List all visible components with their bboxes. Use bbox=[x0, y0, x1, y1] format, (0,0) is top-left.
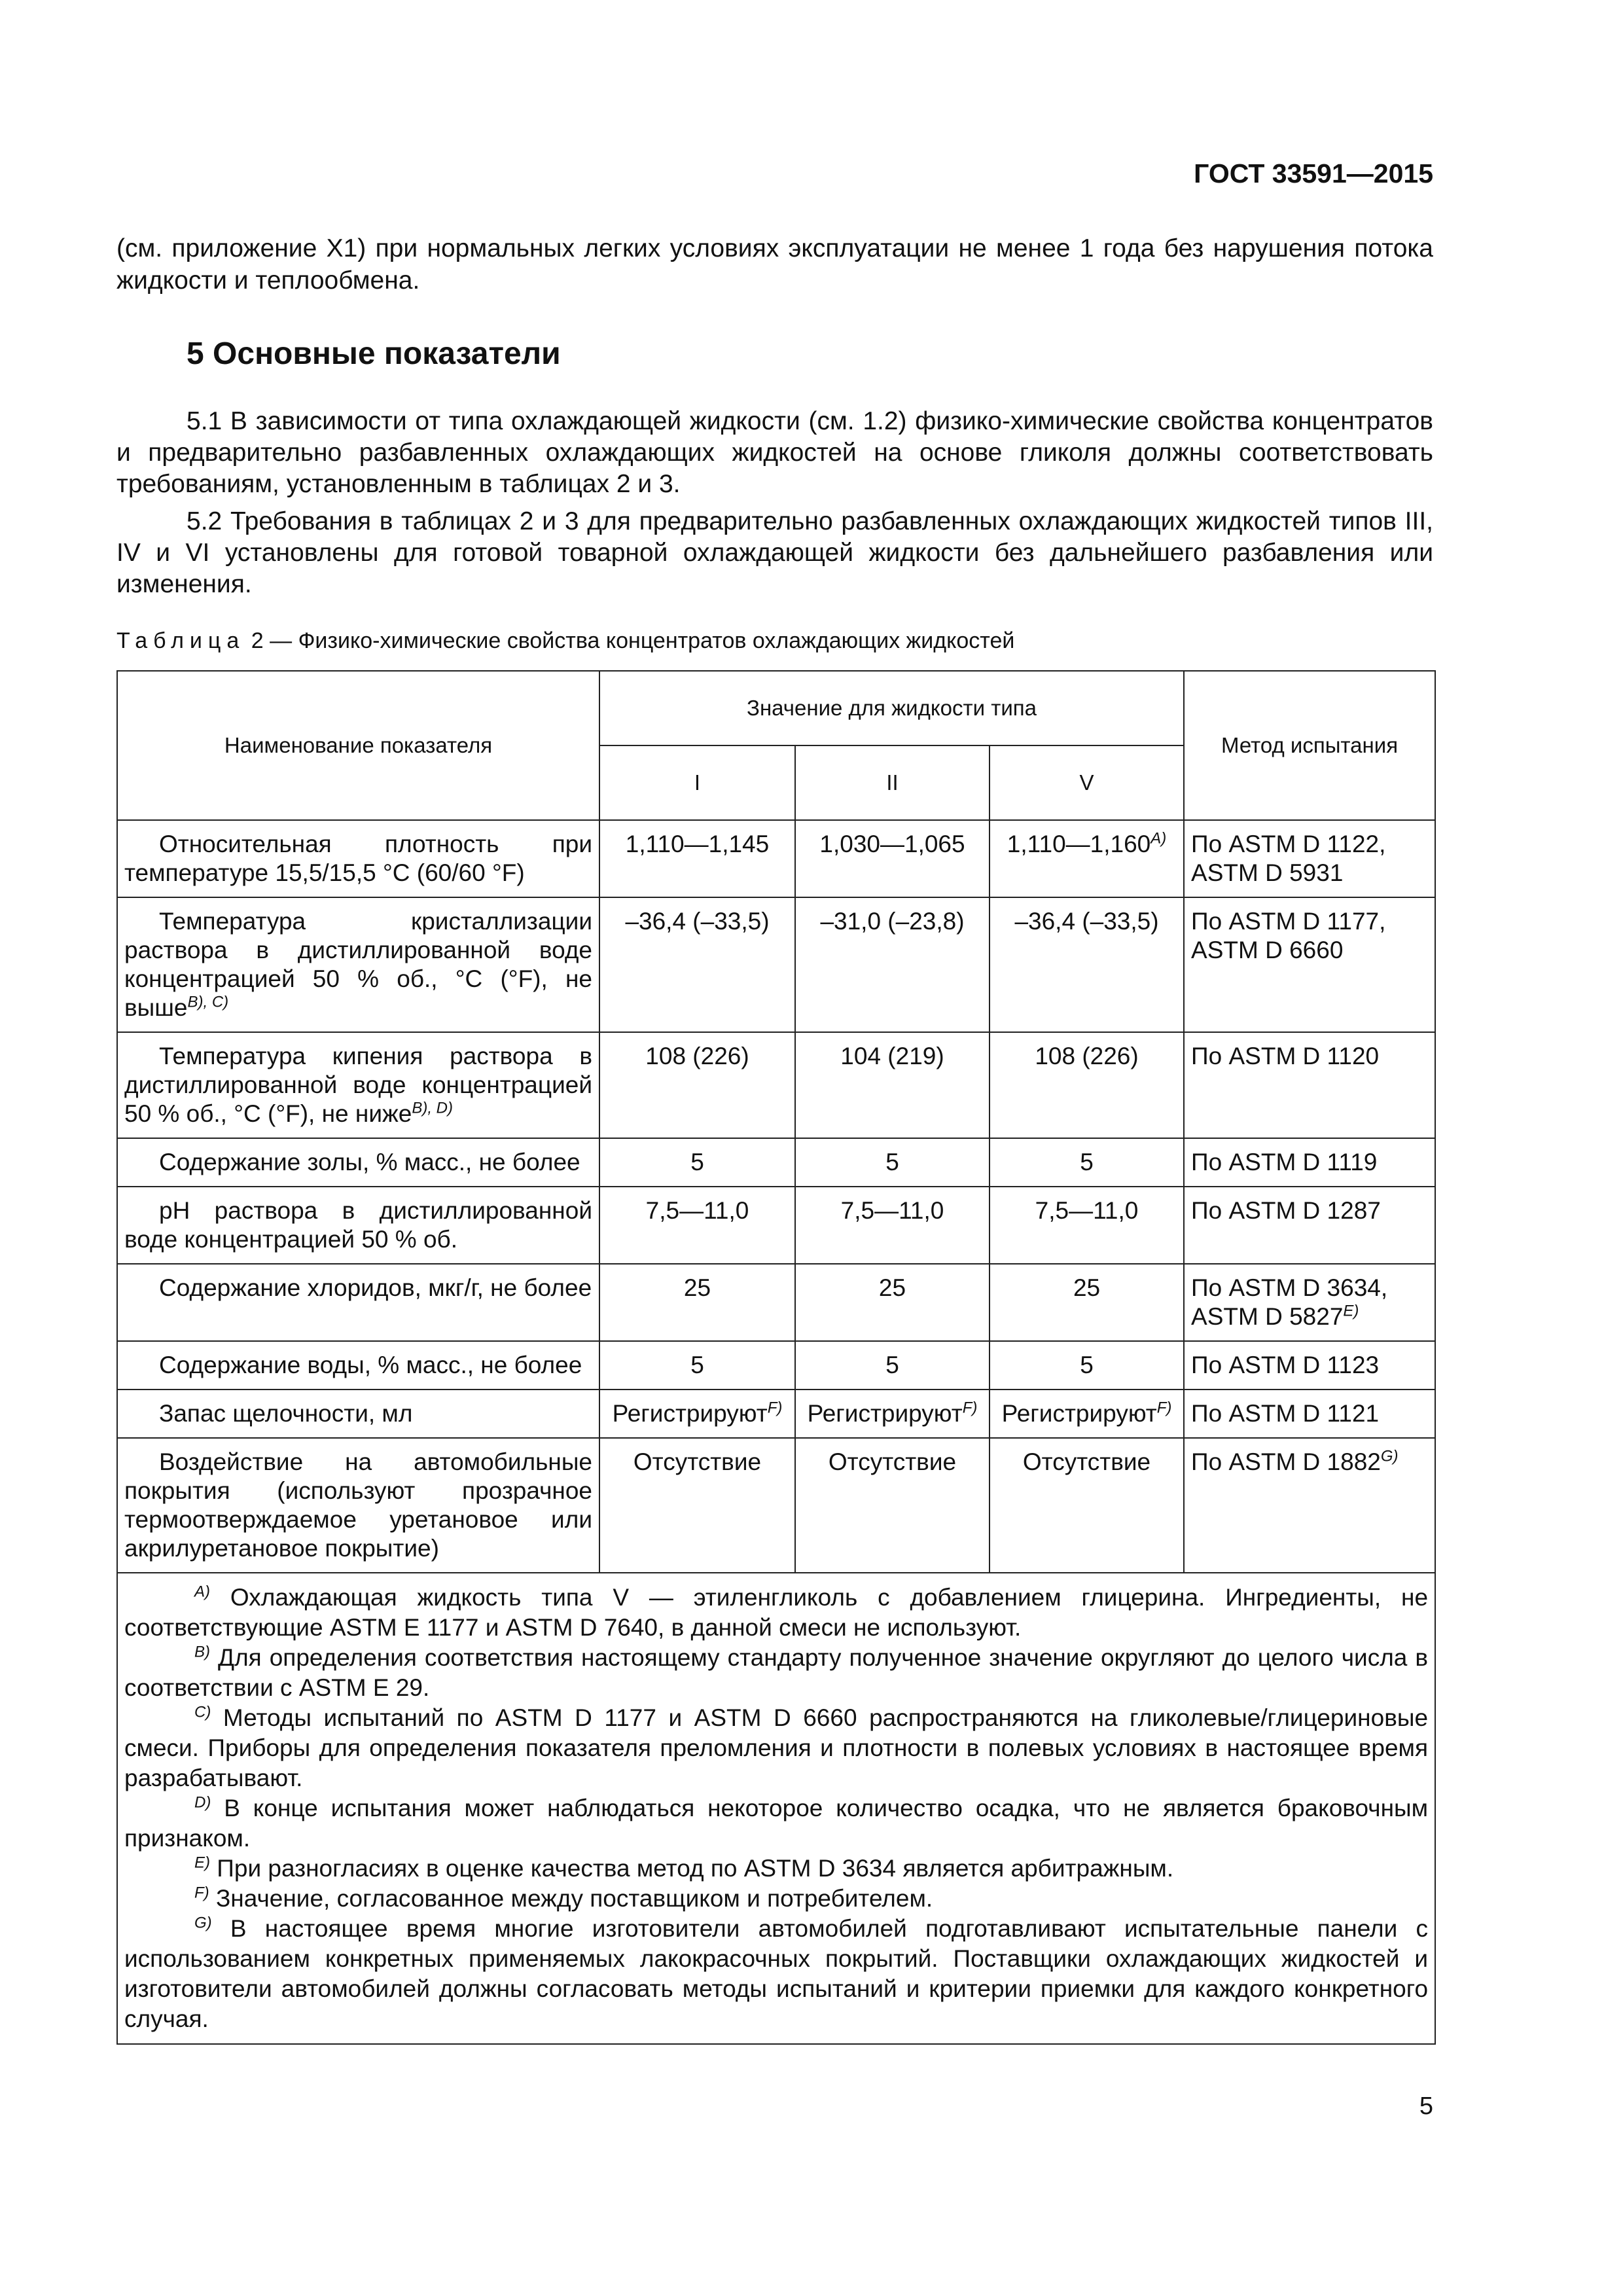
method-text: По ASTM D 1120 bbox=[1191, 1043, 1380, 1069]
paragraph-5-1: 5.1 В зависимости от типа охлаждающей жидкости (см. 1.2) физико-химические свойства концентратов и предварительно разбавленных охлаждающих жидкостей на основе гликоля должны соответствовать требованиям, установленным в таблицах 2 и 3. bbox=[116, 407, 1433, 498]
note-text: При разногласиях в оценке качества метод по ASTM D 3634 является арбитражным. bbox=[217, 1855, 1174, 1882]
table-body bbox=[117, 820, 1435, 1573]
method-cell bbox=[1184, 1032, 1435, 1138]
properties-table bbox=[116, 670, 1436, 2045]
value-text: 5 bbox=[1080, 1149, 1094, 1175]
method-cell bbox=[1184, 1264, 1435, 1341]
value-text: 7,5—11,0 bbox=[840, 1197, 944, 1224]
method-cell bbox=[1184, 1438, 1435, 1573]
method-cell bbox=[1184, 1390, 1435, 1438]
value-cell bbox=[599, 1032, 795, 1138]
value-text: 5 bbox=[690, 1149, 704, 1175]
value-text: 5 bbox=[1080, 1352, 1094, 1378]
table-row bbox=[117, 897, 1435, 1032]
header-type: I bbox=[599, 745, 795, 820]
note-mark: D) bbox=[194, 1793, 211, 1812]
value-cell bbox=[795, 1187, 990, 1264]
value-cell bbox=[990, 897, 1184, 1032]
property-name-cell bbox=[117, 897, 599, 1032]
value-text: 108 (226) bbox=[645, 1043, 749, 1069]
value-text: 1,110—1,160 bbox=[1007, 831, 1151, 857]
method-text: По ASTM D 1177, ASTM D 6660 bbox=[1191, 908, 1386, 963]
note-mark: G) bbox=[194, 1914, 212, 1932]
value-text: Отсутствие bbox=[633, 1448, 762, 1475]
table-row bbox=[117, 1341, 1435, 1390]
table-note bbox=[124, 1914, 1428, 2034]
value-cell bbox=[990, 1032, 1184, 1138]
note-text: В настоящее время многие изготовители автомобилей подготавливают испытательные панели с использованием конкретных применяемых лакокрасочных покрытий. Поставщики охлаждающих жидкостей и изготовители автомобилей должны согласовать методы испытаний и критерии приемки для каждого конкретного случая. bbox=[124, 1915, 1429, 2032]
table-note bbox=[124, 1793, 1428, 1854]
table-row bbox=[117, 820, 1435, 897]
table-note bbox=[124, 1703, 1428, 1793]
value-text: –31,0 (–23,8) bbox=[820, 908, 965, 935]
page-number: 5 bbox=[1419, 2092, 1433, 2120]
property-name-cell bbox=[117, 1032, 599, 1138]
footnote-ref: G) bbox=[1380, 1447, 1399, 1465]
table-caption-label: Таблица bbox=[116, 628, 245, 653]
property-name-cell bbox=[117, 1264, 599, 1341]
value-text: Регистрируют bbox=[612, 1400, 768, 1427]
footnote-ref: A) bbox=[1150, 829, 1167, 848]
value-cell bbox=[599, 820, 795, 897]
header-type: II bbox=[795, 745, 990, 820]
table-row bbox=[117, 1138, 1435, 1187]
note-text: Для определения соответствия настоящему стандарту полученное значение округляют до целого числа в соответствии с ASTM E 29. bbox=[124, 1644, 1429, 1701]
method-cell bbox=[1184, 820, 1435, 897]
property-name: Содержание золы, % масс., не более bbox=[159, 1149, 580, 1175]
note-mark: F) bbox=[194, 1884, 209, 1902]
value-cell bbox=[795, 1438, 990, 1573]
value-cell bbox=[795, 820, 990, 897]
value-cell bbox=[795, 1341, 990, 1390]
table-caption bbox=[116, 628, 1014, 654]
value-cell bbox=[599, 1438, 795, 1573]
header-type: V bbox=[990, 745, 1184, 820]
method-text: По ASTM D 1121 bbox=[1191, 1400, 1380, 1427]
property-name-cell bbox=[117, 1390, 599, 1438]
table-note bbox=[124, 1583, 1428, 1643]
value-text: 5 bbox=[690, 1352, 704, 1378]
note-text: Охлаждающая жидкость типа V — этиленгликоль с добавлением глицерина. Ингредиенты, не соответствующие ASTM E 1177 и ASTM D 7640, в данной смеси не используют. bbox=[124, 1584, 1429, 1641]
method-cell bbox=[1184, 1187, 1435, 1264]
value-cell bbox=[990, 820, 1184, 897]
value-cell bbox=[599, 1264, 795, 1341]
table-row bbox=[117, 1264, 1435, 1341]
value-text: 7,5—11,0 bbox=[1035, 1197, 1139, 1224]
paragraph-5-2: 5.2 Требования в таблицах 2 и 3 для предварительно разбавленных охлаждающих жидкостей типов III, IV и VI установлены для готовой товарной охлаждающей жидкости без дальнейшего разбавления или изменения. bbox=[116, 507, 1433, 598]
value-cell bbox=[990, 1264, 1184, 1341]
section-title: 5 Основные показатели bbox=[187, 336, 561, 371]
value-text: Регистрируют bbox=[807, 1400, 963, 1427]
table-row bbox=[117, 1187, 1435, 1264]
note-mark: E) bbox=[194, 1854, 210, 1872]
header-value-group: Значение для жидкости типа bbox=[599, 671, 1184, 745]
value-text: 1,030—1,065 bbox=[819, 831, 965, 857]
method-cell bbox=[1184, 1138, 1435, 1187]
property-name: Температура кристаллизации раствора в дистиллированной воде концентрацией 50 % об., °С (°F), не выше bbox=[124, 908, 592, 1021]
value-text: 25 bbox=[1073, 1274, 1101, 1301]
method-cell bbox=[1184, 897, 1435, 1032]
table-row bbox=[117, 1438, 1435, 1573]
footnote-ref: E) bbox=[1343, 1302, 1359, 1320]
value-text: 5 bbox=[885, 1352, 899, 1378]
table-caption-number: 2 bbox=[251, 628, 264, 653]
property-name: Содержание воды, % масс., не более bbox=[159, 1352, 582, 1378]
value-cell bbox=[990, 1438, 1184, 1573]
footnote-ref: B), D) bbox=[412, 1099, 454, 1117]
value-cell bbox=[795, 1138, 990, 1187]
note-text: Методы испытаний по ASTM D 1177 и ASTM D 6660 распространяются на гликолевые/глицериновые смеси. Приборы для определения показателя преломления и плотности в полевых условиях в настоящее время разрабатывают. bbox=[124, 1704, 1429, 1791]
method-text: По ASTM D 1882 bbox=[1191, 1448, 1381, 1475]
value-text: 104 (219) bbox=[840, 1043, 944, 1069]
value-text: –36,4 (–33,5) bbox=[625, 908, 770, 935]
property-name-cell bbox=[117, 1138, 599, 1187]
property-name: Воздействие на автомобильные покрытия (используют прозрачное термоотверждаемое уретановое или акрилуретановое покрытие) bbox=[124, 1448, 592, 1562]
method-text: По ASTM D 1123 bbox=[1191, 1352, 1380, 1378]
footnote-ref: F) bbox=[962, 1399, 978, 1417]
value-cell bbox=[990, 1187, 1184, 1264]
value-cell bbox=[795, 1264, 990, 1341]
value-text: 7,5—11,0 bbox=[645, 1197, 749, 1224]
method-text: По ASTM D 1119 bbox=[1191, 1149, 1378, 1175]
table-note bbox=[124, 1643, 1428, 1703]
value-cell bbox=[990, 1138, 1184, 1187]
property-name: Температура кипения раствора в дистиллированной воде концентрацией 50 % об., °С (°F), не ниже bbox=[124, 1043, 592, 1127]
value-cell bbox=[599, 1390, 795, 1438]
value-text: Отсутствие bbox=[828, 1448, 957, 1475]
property-name-cell bbox=[117, 820, 599, 897]
note-text: В конце испытания может наблюдаться некоторое количество осадка, что не является браковочным признаком. bbox=[124, 1795, 1429, 1852]
value-text: –36,4 (–33,5) bbox=[1014, 908, 1159, 935]
header-name: Наименование показателя bbox=[117, 671, 599, 820]
intro-text: (см. приложение X1) при нормальных легких условиях эксплуатации не менее 1 года без нарушения потока жидкости и теплообмена. bbox=[116, 234, 1433, 295]
table-notes bbox=[117, 1573, 1435, 2044]
standard-number: ГОСТ 33591—2015 bbox=[1194, 158, 1433, 188]
value-text: 5 bbox=[885, 1149, 899, 1175]
value-cell bbox=[599, 1187, 795, 1264]
method-cell bbox=[1184, 1341, 1435, 1390]
note-mark: A) bbox=[194, 1583, 210, 1601]
value-text: 1,110—1,145 bbox=[625, 831, 770, 857]
method-text: По ASTM D 1122, ASTM D 5931 bbox=[1191, 831, 1386, 886]
header-method: Метод испытания bbox=[1184, 671, 1435, 820]
value-cell bbox=[795, 1032, 990, 1138]
property-name-cell bbox=[117, 1341, 599, 1390]
footnote-ref: F) bbox=[1156, 1399, 1172, 1417]
note-text: Значение, согласованное между поставщиком и потребителем. bbox=[215, 1885, 933, 1912]
property-name-cell bbox=[117, 1187, 599, 1264]
method-text: По ASTM D 3634, ASTM D 5827 bbox=[1191, 1274, 1388, 1330]
note-mark: C) bbox=[194, 1703, 211, 1721]
value-cell bbox=[990, 1390, 1184, 1438]
table-row bbox=[117, 1032, 1435, 1138]
note-mark: B) bbox=[194, 1643, 210, 1661]
value-text: 25 bbox=[878, 1274, 906, 1301]
value-text: 108 (226) bbox=[1035, 1043, 1139, 1069]
property-name: Относительная плотность при температуре 15,5/15,5 °С (60/60 °F) bbox=[124, 831, 592, 886]
value-cell bbox=[599, 897, 795, 1032]
value-cell bbox=[990, 1341, 1184, 1390]
value-cell bbox=[795, 1390, 990, 1438]
table-row bbox=[117, 1390, 1435, 1438]
property-name: Содержание хлоридов, мкг/г, не более bbox=[159, 1274, 592, 1301]
footnote-ref: B), C) bbox=[187, 993, 229, 1011]
value-text: 25 bbox=[683, 1274, 711, 1301]
value-cell bbox=[599, 1341, 795, 1390]
value-text: Отсутствие bbox=[1022, 1448, 1151, 1475]
table-note bbox=[124, 1854, 1428, 1884]
property-name-cell bbox=[117, 1438, 599, 1573]
method-text: По ASTM D 1287 bbox=[1191, 1197, 1381, 1224]
table-note bbox=[124, 1884, 1428, 1914]
value-text: Регистрируют bbox=[1001, 1400, 1157, 1427]
property-name: Запас щелочности, мл bbox=[159, 1400, 413, 1427]
value-cell bbox=[795, 897, 990, 1032]
value-cell bbox=[599, 1138, 795, 1187]
footnote-ref: F) bbox=[767, 1399, 783, 1417]
table-caption-text: — Физико-химические свойства концентратов охлаждающих жидкостей bbox=[270, 628, 1015, 653]
property-name: pH раствора в дистиллированной воде концентрацией 50 % об. bbox=[124, 1197, 592, 1253]
